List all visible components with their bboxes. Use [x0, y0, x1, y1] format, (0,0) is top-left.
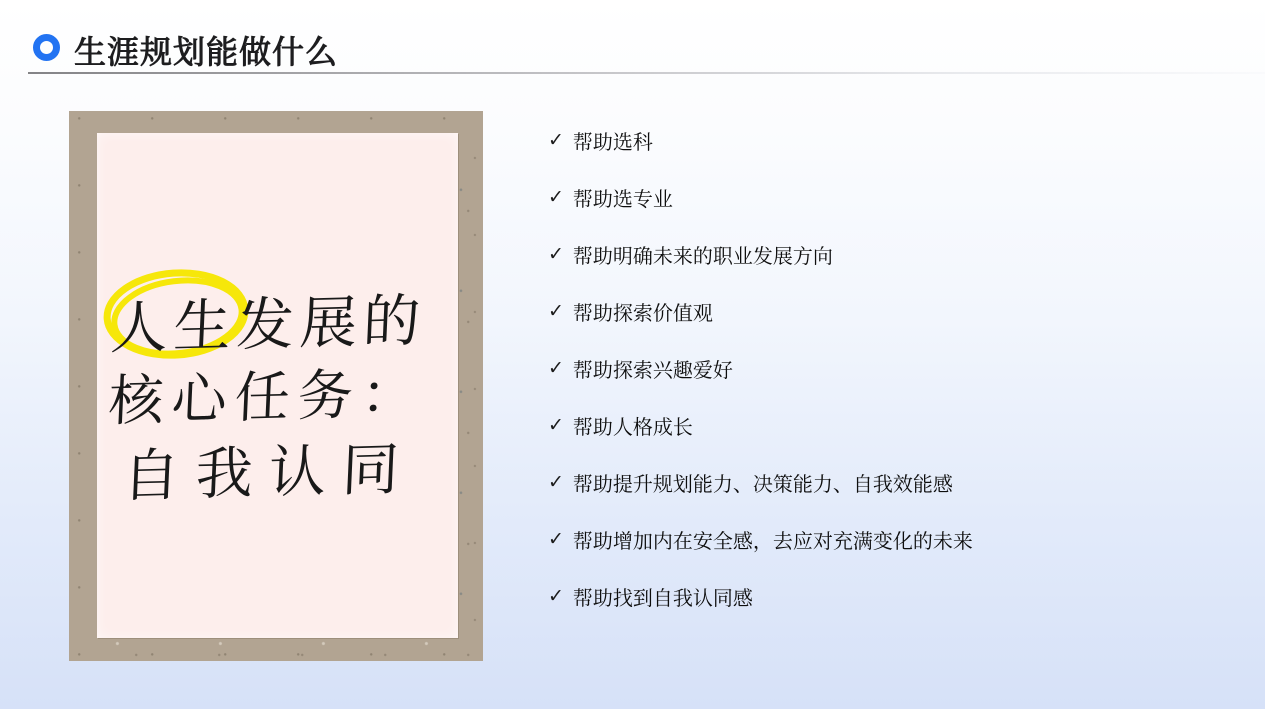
list-item-label: 帮助找到自我认同感 — [572, 588, 753, 610]
handwriting-highlighted-text: 人生 — [109, 294, 239, 362]
benefits-checklist — [548, 130, 973, 610]
checkmark-icon: ✓ — [548, 529, 564, 550]
checkmark-icon: ✓ — [548, 472, 564, 493]
checkmark-icon: ✓ — [548, 358, 564, 379]
checkmark-icon: ✓ — [548, 244, 564, 265]
note-paper — [97, 133, 458, 638]
list-item — [548, 415, 973, 439]
list-item-label: 帮助探索兴趣爱好 — [572, 360, 733, 382]
list-item-label: 帮助人格成长 — [572, 417, 693, 439]
checkmark-icon: ✓ — [548, 130, 564, 151]
list-item-label: 帮助选专业 — [572, 189, 673, 211]
list-item — [548, 187, 973, 211]
handwriting-line-2: 核心任务： — [107, 362, 426, 433]
handwriting-line-1-rest: 发展的 — [235, 289, 428, 358]
handwriting-line-3: 自我认同 — [121, 438, 417, 509]
ring-bullet-icon — [33, 34, 60, 61]
list-item — [548, 586, 973, 610]
checkmark-icon: ✓ — [548, 586, 564, 607]
list-item — [548, 529, 973, 553]
list-item-label: 帮助探索价值观 — [572, 303, 713, 325]
list-item — [548, 358, 973, 382]
note-photo-frame — [69, 111, 483, 661]
list-item-label: 帮助提升规划能力、决策能力、自我效能感 — [572, 474, 953, 496]
list-item-label: 帮助增加内在安全感，去应对充满变化的未来 — [572, 531, 973, 553]
list-item — [548, 130, 973, 154]
list-item-label: 帮助明确未来的职业发展方向 — [572, 246, 833, 268]
checkmark-icon: ✓ — [548, 301, 564, 322]
list-item-label: 帮助选科 — [572, 132, 653, 154]
list-item — [548, 244, 973, 268]
checkmark-icon: ✓ — [548, 187, 564, 208]
list-item — [548, 472, 973, 496]
checkmark-icon: ✓ — [548, 415, 564, 436]
page-title: 生涯规划能做什么 — [74, 34, 339, 70]
title-separator-line — [28, 72, 1265, 74]
list-item — [548, 301, 973, 325]
